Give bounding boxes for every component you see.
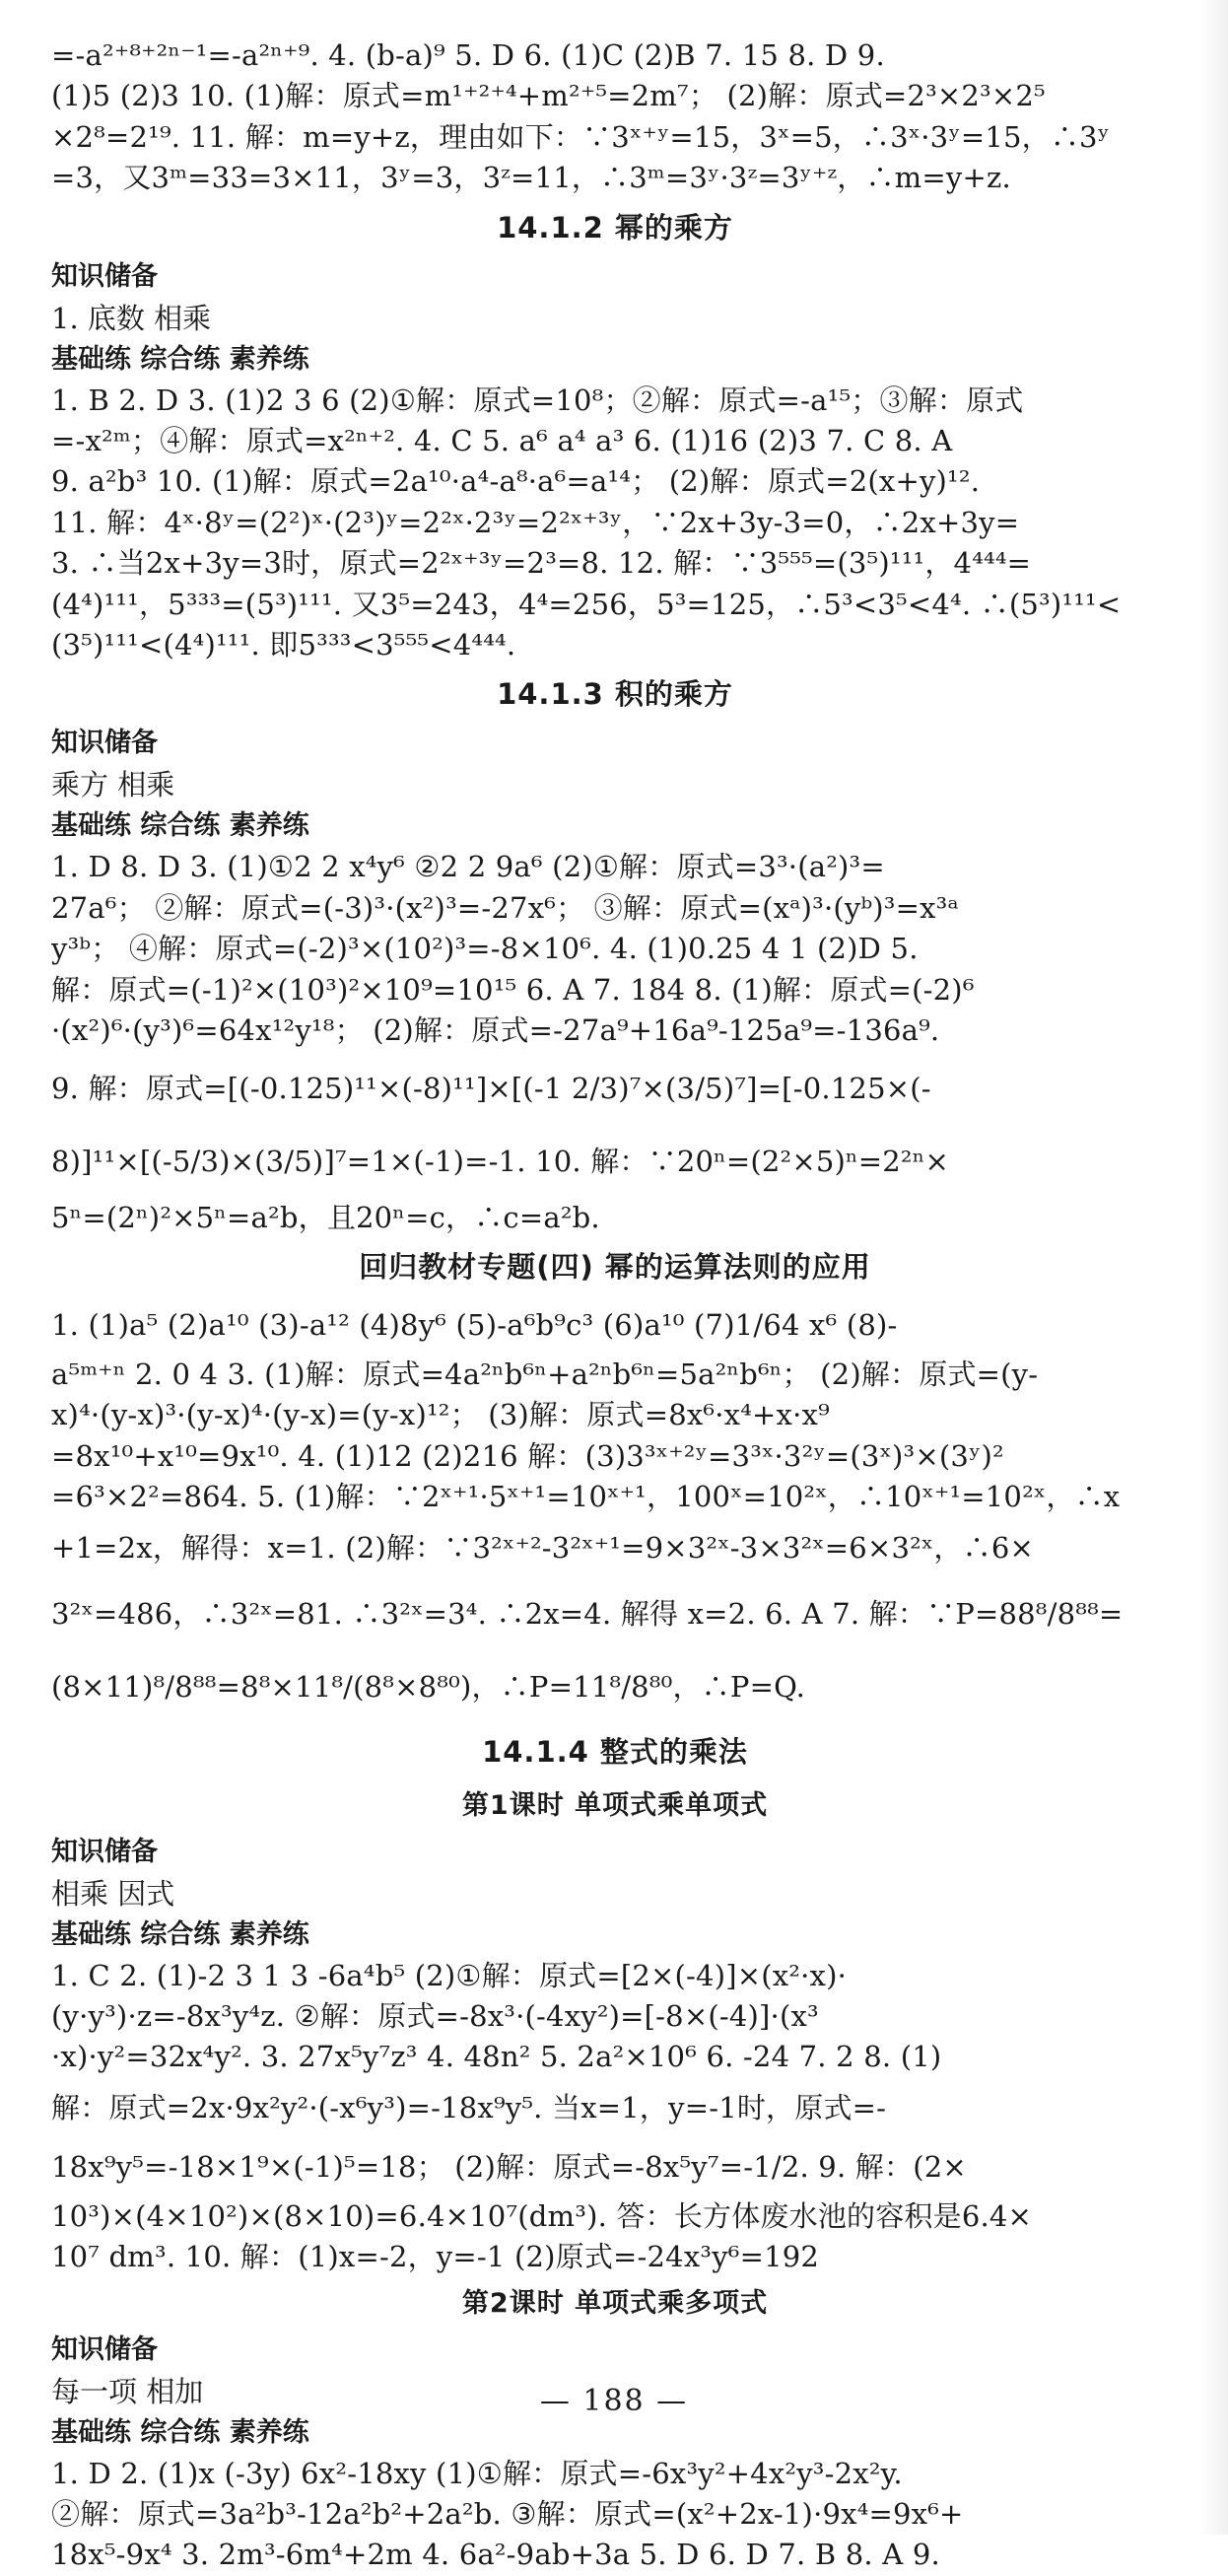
answer-line: =-a²⁺⁸⁺²ⁿ⁻¹=-a²ⁿ⁺⁹. 4. (b-a)⁹ 5. D 6. (1)C (2)B 7. 15 8. D 9. [51, 38, 885, 72]
answer-line: y³ᵇ； ④解：原式=(-2)³×(10²)³=-8×10⁶. 4. (1)0.25 4 1 (2)D 5. [51, 932, 919, 966]
answer-line: =8x¹⁰+x¹⁰=9x¹⁰. 4. (1)12 (2)216 解：(3)3³ˣ⁺²ʸ=3³ˣ·3²ʸ=(3ˣ)³×(3ʸ)² [51, 1438, 1004, 1473]
answer-line: 解：原式=(-1)²×(10³)²×10⁹=10¹⁵ 6. A 7. 184 8. (1)解：原式=(-2)⁶ [51, 972, 975, 1007]
knowledge-label: 知识储备 [51, 1836, 158, 1867]
exercise-label: 基础练 综合练 素养练 [51, 1918, 309, 1950]
answer-line: =3，又3ᵐ=33=3×11，3ʸ=3，3ᶻ=11，∴3ᵐ=3ʸ·3ᶻ=3ʸ⁺ᶻ，∴m=y+z. [51, 161, 1011, 195]
answer-line: (4⁴)¹¹¹，5³³³=(5³)¹¹¹. 又3⁵=243，4⁴=256，5³=125，∴5³<3⁵<4⁴. ∴(5³)¹¹¹< [51, 587, 1122, 621]
page-number: — 188 — [539, 2384, 689, 2418]
exercise-label: 基础练 综合练 素养练 [51, 343, 309, 375]
knowledge-label: 知识储备 [51, 2333, 158, 2365]
answer-line: 11. 解：4ˣ·8ʸ=(2²)ˣ·(2³)ʸ=2²ˣ·2³ʸ=2²ˣ⁺³ʸ，∵2x+3y-3=0，∴2x+3y= [51, 505, 1020, 539]
lesson-title: 第1课时 单项式乘单项式 [461, 1789, 769, 1821]
answer-line: ②解：原式=3a²b³-12a²b²+2a²b. ③解：原式=(x²+2x-1)·9x⁴=9x⁶+ [51, 2496, 964, 2531]
answer-line: 10³)×(4×10²)×(8×10)=6.4×10⁷(dm³). 答：长方体废水池的容积是6.4× [51, 2198, 1033, 2233]
knowledge-label: 知识储备 [51, 728, 158, 759]
answer-line: 9. 解：原式=[(-0.125)¹¹×(-8)¹¹]×[(-1 2/3)⁷×(3/5)⁷]=[-0.125×(- [51, 1071, 931, 1105]
answer-line: 9. a²b³ 10. (1)解：原式=2a¹⁰·a⁴-a⁸·a⁶=a¹⁴； (2)解：原式=2(x+y)¹². [51, 464, 981, 499]
answer-line: 1. B 2. D 3. (1)2 3 6 (2)①解：原式=10⁸；②解：原式=-a¹⁵；③解：原式 [51, 383, 1024, 417]
page-edge-shadow [1200, 0, 1228, 2535]
section-14-1-3 [51, 665, 1179, 1237]
answer-line: 27a⁶； ②解：原式=(-3)³·(x²)³=-27x⁶； ③解：原式=(xᵃ)³·(yᵇ)³=x³ᵃ [51, 890, 959, 925]
knowledge-keywords: 相乘 因式 [51, 1876, 175, 1911]
answer-line: 3. ∴当2x+3y=3时，原式=2²ˣ⁺³ʸ=2³=8. 12. 解：∵3⁵⁵⁵=(3⁵)¹¹¹，4⁴⁴⁴= [51, 546, 1032, 581]
answer-line: (3⁵)¹¹¹<(4⁴)¹¹¹. 即5³³³<3⁵⁵⁵<4⁴⁴⁴. [51, 628, 516, 662]
answer-line: 1. C 2. (1)-2 3 1 3 -6a⁴b⁵ (2)①解：原式=[2×(-4)]×(x²·x)· [51, 1958, 848, 1992]
knowledge-keywords: 每一项 相加 [51, 2374, 204, 2408]
answer-line: +1=2x，解得：x=1. (2)解：∵3²ˣ⁺²-3²ˣ⁺¹=9×3²ˣ-3×3²ˣ=6×3²ˣ，∴6× [51, 1530, 1034, 1565]
answer-line: 解：原式=2x·9x²y²·(-x⁶y³)=-18x⁹y⁵. 当x=1，y=-1时，原式=- [51, 2090, 887, 2124]
section-continuation [51, 35, 1179, 199]
answer-line: ·(x²)⁶·(y³)⁶=64x¹²y¹⁸； (2)解：原式=-27a⁹+16a⁹-125a⁹=-136a⁹. [51, 1013, 940, 1048]
answer-line: =6³×2²=864. 5. (1)解：∵2ˣ⁺¹·5ˣ⁺¹=10ˣ⁺¹，100ˣ=10²ˣ，∴10ˣ⁺¹=10²ˣ，∴x [51, 1480, 1121, 1514]
answer-line: (1)5 (2)3 10. (1)解：原式=m¹⁺²⁺⁴+m²⁺⁵=2m⁷； (2)解：原式=2³×2³×2⁵ [51, 79, 1046, 113]
answer-line: 1. D 2. (1)x (-3y) 6x²-18xy (1)①解：原式=-6x³y²+4x²y³-2x²y. [51, 2456, 903, 2490]
answer-line: 10⁷ dm³. 10. 解：(1)x=-2，y=-1 (2)原式=-24x³y⁶=192 [51, 2240, 820, 2274]
knowledge-label: 知识储备 [51, 260, 158, 292]
answer-line: ·x)·y²=32x⁴y². 3. 27x⁵y⁷z³ 4. 48n² 5. 2a²×10⁶ 6. -24 7. 2 8. (1) [51, 2040, 942, 2074]
answer-line: x)⁴·(y-x)³·(y-x)⁴·(y-x)=(y-x)¹²； (3)解：原式=8x⁶·x⁴+x·x⁹ [51, 1398, 830, 1432]
section-14-1-4-lesson-2 [51, 2278, 1179, 2576]
answer-line: 3²ˣ=486，∴3²ˣ=81. ∴3²ˣ=3⁴. ∴2x=4. 解得 x=2. 6. A 7. 解：∵P=88⁸/8⁸⁸= [51, 1596, 1124, 1631]
exercise-label: 基础练 综合练 素养练 [51, 810, 309, 842]
answer-line: 5ⁿ=(2ⁿ)²×5ⁿ=a²b，且20ⁿ=c，∴c=a²b. [51, 1200, 600, 1234]
answer-line: (y·y³)·z=-8x³y⁴z. ②解：原式=-8x³·(-4xy²)=[-8×(-4)]·(x³ [51, 1998, 819, 2033]
answer-line: 1. (1)a⁵ (2)a¹⁰ (3)-a¹² (4)8y⁶ (5)-a⁶b⁹c³ (6)a¹⁰ (7)1/64 x⁶ (8)- [51, 1307, 898, 1342]
answer-line: a⁵ᵐ⁺ⁿ 2. 0 4 3. (1)解：原式=4a²ⁿb⁶ⁿ+a²ⁿb⁶ⁿ=5a²ⁿb⁶ⁿ； (2)解：原式=(y- [51, 1357, 1039, 1391]
section-review-4 [51, 1238, 1179, 1723]
answer-line: (8×11)⁸/8⁸⁸=8⁸×11⁸/(8⁸×8⁸⁰)，∴P=11⁸/8⁸⁰，∴P=Q. [51, 1669, 806, 1704]
answer-line: ×2⁸=2¹⁹. 11. 解：m=y+z，理由如下：∵3ˣ⁺ʸ=15，3ˣ=5，∴3ˣ·3ʸ=15，∴3ʸ [51, 119, 1111, 154]
knowledge-keywords: 乘方 相乘 [51, 768, 175, 802]
section-14-1-4-lesson-1 [51, 1723, 1179, 2278]
exercise-label: 基础练 综合练 素养练 [51, 2416, 309, 2448]
answer-line: 18x⁵-9x⁴ 3. 2m³-6m⁴+2m 4. 6a²-9ab+3a 5. D 6. D 7. B 8. A 9. [51, 2538, 940, 2572]
answer-line: =-x²ᵐ；④解：原式=x²ⁿ⁺². 4. C 5. a⁶ a⁴ a³ 6. (1)16 (2)3 7. C 8. A [51, 424, 953, 458]
section-title: 14.1.3 积的乘方 [497, 677, 733, 712]
section-title: 回归教材专题(四) 幂的运算法则的应用 [359, 1249, 871, 1284]
lesson-title: 第2课时 单项式乘多项式 [461, 2287, 769, 2319]
answer-line: 1. D 8. D 3. (1)①2 2 x⁴y⁶ ②2 2 9a⁶ (2)①解：原式=3³·(a²)³= [51, 850, 885, 884]
section-14-1-2 [51, 199, 1179, 666]
knowledge-keywords: 1. 底数 相乘 [51, 301, 212, 335]
answer-line: 8)]¹¹×[(-5/3)×(3/5)]⁷=1×(-1)=-1. 10. 解：∵20ⁿ=(2²×5)ⁿ=2²ⁿ× [51, 1144, 949, 1178]
section-title: 14.1.2 幂的乘方 [497, 210, 733, 244]
section-title: 14.1.4 整式的乘法 [482, 1734, 748, 1769]
answer-line: 18x⁹y⁵=-18×1⁹×(-1)⁵=18； (2)解：原式=-8x⁵y⁷=-1/2. 9. 解：(2× [51, 2149, 967, 2184]
